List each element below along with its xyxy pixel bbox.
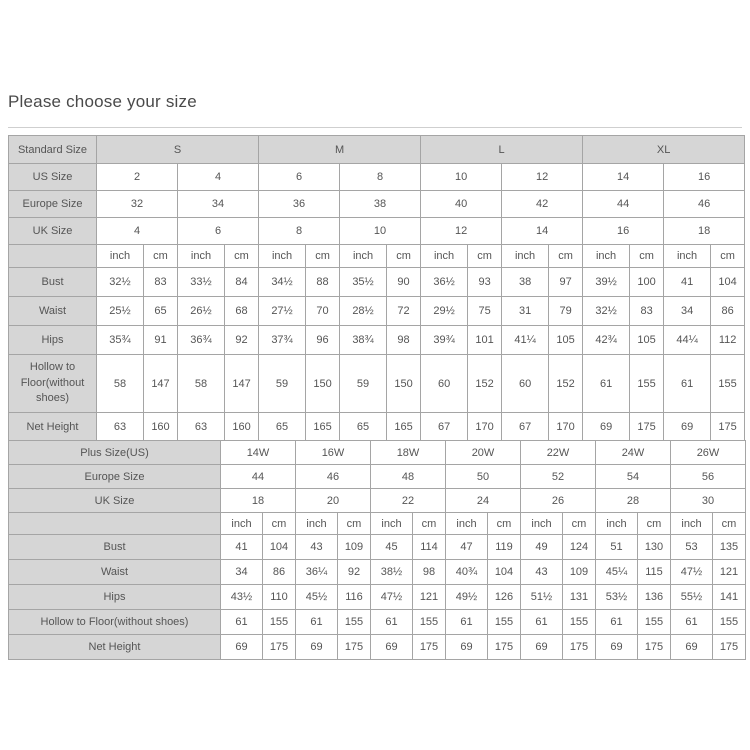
size-row xyxy=(9,191,745,218)
size-row xyxy=(9,218,745,245)
measure-value-cell: 152 xyxy=(468,355,502,413)
row-label-cell: US Size xyxy=(9,164,97,191)
size-group-header-row xyxy=(9,136,745,164)
row-label-cell: UK Size xyxy=(9,489,221,513)
unit-header-cell: cm xyxy=(263,513,296,535)
row-label-cell: Hips xyxy=(9,585,221,610)
size-value-cell: 46 xyxy=(664,191,745,218)
measure-value-cell: 49½ xyxy=(446,585,488,610)
measure-value-cell: 86 xyxy=(711,297,745,326)
unit-header-cell: inch xyxy=(259,245,306,268)
measure-value-cell: 155 xyxy=(563,610,596,635)
measure-value-cell: 152 xyxy=(549,355,583,413)
measure-value-cell: 155 xyxy=(630,355,664,413)
unit-header-cell: inch xyxy=(502,245,549,268)
row-label-cell: Waist xyxy=(9,297,97,326)
measure-value-cell: 59 xyxy=(259,355,306,413)
measure-value-cell: 36¼ xyxy=(296,560,338,585)
unit-header-cell: inch xyxy=(671,513,713,535)
unit-header-cell: inch xyxy=(583,245,630,268)
measure-value-cell: 45¼ xyxy=(596,560,638,585)
measure-value-cell: 175 xyxy=(263,635,296,660)
title-divider xyxy=(8,127,742,128)
measure-value-cell: 36¾ xyxy=(178,326,225,355)
measure-value-cell: 39¾ xyxy=(421,326,468,355)
size-value-cell: 18 xyxy=(221,489,296,513)
measure-value-cell: 121 xyxy=(713,560,746,585)
measure-value-cell: 61 xyxy=(664,355,711,413)
measure-value-cell: 165 xyxy=(387,413,421,442)
standard-size-table-body xyxy=(9,136,745,442)
measure-value-cell: 49 xyxy=(521,535,563,560)
measure-value-cell: 104 xyxy=(711,268,745,297)
row-label-cell: Hips xyxy=(9,326,97,355)
measure-value-cell: 34 xyxy=(221,560,263,585)
measure-value-cell: 72 xyxy=(387,297,421,326)
measure-value-cell: 92 xyxy=(225,326,259,355)
size-group-cell: XL xyxy=(583,136,745,164)
unit-header-cell: cm xyxy=(387,245,421,268)
measure-value-cell: 69 xyxy=(583,413,630,442)
size-value-cell: 54 xyxy=(596,465,671,489)
size-value-cell: 4 xyxy=(178,164,259,191)
measure-row xyxy=(9,413,745,442)
measure-value-cell: 40¾ xyxy=(446,560,488,585)
measure-row xyxy=(9,355,745,413)
row-label-cell: Plus Size(US) xyxy=(9,441,221,465)
measure-value-cell: 105 xyxy=(630,326,664,355)
measure-value-cell: 45 xyxy=(371,535,413,560)
unit-header-cell: inch xyxy=(296,513,338,535)
measure-value-cell: 60 xyxy=(502,355,549,413)
measure-row xyxy=(9,560,746,585)
size-value-cell: 10 xyxy=(421,164,502,191)
measure-value-cell: 75 xyxy=(468,297,502,326)
measure-value-cell: 126 xyxy=(488,585,521,610)
size-value-cell: 24W xyxy=(596,441,671,465)
measure-value-cell: 43½ xyxy=(221,585,263,610)
size-value-cell: 16 xyxy=(664,164,745,191)
measure-value-cell: 38 xyxy=(502,268,549,297)
unit-header-cell: inch xyxy=(221,513,263,535)
measure-value-cell: 150 xyxy=(306,355,340,413)
measure-value-cell: 150 xyxy=(387,355,421,413)
measure-value-cell: 175 xyxy=(630,413,664,442)
row-label-cell: Europe Size xyxy=(9,465,221,489)
measure-value-cell: 69 xyxy=(664,413,711,442)
measure-value-cell: 63 xyxy=(178,413,225,442)
measure-value-cell: 116 xyxy=(338,585,371,610)
unit-header-cell: cm xyxy=(711,245,745,268)
measure-row xyxy=(9,535,746,560)
measure-value-cell: 155 xyxy=(413,610,446,635)
measure-value-cell: 51½ xyxy=(521,585,563,610)
measure-value-cell: 31 xyxy=(502,297,549,326)
measure-row xyxy=(9,297,745,326)
unit-header-cell: inch xyxy=(178,245,225,268)
unit-header-cell: cm xyxy=(713,513,746,535)
corner-cell: Standard Size xyxy=(9,136,97,164)
measure-value-cell: 155 xyxy=(711,355,745,413)
measure-value-cell: 32½ xyxy=(583,297,630,326)
measure-value-cell: 51 xyxy=(596,535,638,560)
measure-value-cell: 69 xyxy=(521,635,563,660)
measure-value-cell: 155 xyxy=(638,610,671,635)
size-value-cell: 8 xyxy=(259,218,340,245)
measure-value-cell: 33½ xyxy=(178,268,225,297)
measure-value-cell: 86 xyxy=(263,560,296,585)
measure-value-cell: 96 xyxy=(306,326,340,355)
measure-value-cell: 119 xyxy=(488,535,521,560)
measure-value-cell: 58 xyxy=(97,355,144,413)
size-value-cell: 18W xyxy=(371,441,446,465)
size-value-cell: 44 xyxy=(583,191,664,218)
measure-value-cell: 59 xyxy=(340,355,387,413)
measure-value-cell: 69 xyxy=(446,635,488,660)
measure-value-cell: 104 xyxy=(488,560,521,585)
measure-value-cell: 60 xyxy=(421,355,468,413)
measure-value-cell: 147 xyxy=(144,355,178,413)
measure-value-cell: 61 xyxy=(521,610,563,635)
unit-header-cell: cm xyxy=(306,245,340,268)
row-label-cell: Hollow to Floor(without shoes) xyxy=(9,355,97,413)
size-group-cell: S xyxy=(97,136,259,164)
measure-value-cell: 175 xyxy=(338,635,371,660)
unit-header-cell: inch xyxy=(340,245,387,268)
size-value-cell: 46 xyxy=(296,465,371,489)
measure-value-cell: 45½ xyxy=(296,585,338,610)
measure-value-cell: 83 xyxy=(630,297,664,326)
measure-value-cell: 36½ xyxy=(421,268,468,297)
measure-value-cell: 160 xyxy=(225,413,259,442)
size-value-cell: 56 xyxy=(671,465,746,489)
size-value-cell: 32 xyxy=(97,191,178,218)
measure-value-cell: 155 xyxy=(713,610,746,635)
measure-value-cell: 25½ xyxy=(97,297,144,326)
size-value-cell: 34 xyxy=(178,191,259,218)
unit-header-row xyxy=(9,513,746,535)
measure-value-cell: 65 xyxy=(259,413,306,442)
measure-value-cell: 112 xyxy=(711,326,745,355)
size-group-cell: M xyxy=(259,136,421,164)
page-title: Please choose your size xyxy=(8,92,197,111)
unit-header-cell: inch xyxy=(371,513,413,535)
unit-corner-cell xyxy=(9,245,97,268)
measure-value-cell: 47½ xyxy=(371,585,413,610)
measure-value-cell: 28½ xyxy=(340,297,387,326)
size-value-cell: 12 xyxy=(502,164,583,191)
measure-value-cell: 27½ xyxy=(259,297,306,326)
measure-value-cell: 175 xyxy=(413,635,446,660)
measure-value-cell: 160 xyxy=(144,413,178,442)
size-value-cell: 6 xyxy=(259,164,340,191)
unit-header-cell: inch xyxy=(596,513,638,535)
measure-row xyxy=(9,268,745,297)
measure-value-cell: 130 xyxy=(638,535,671,560)
measure-value-cell: 47 xyxy=(446,535,488,560)
measure-value-cell: 170 xyxy=(468,413,502,442)
measure-value-cell: 79 xyxy=(549,297,583,326)
measure-row xyxy=(9,326,745,355)
measure-value-cell: 53½ xyxy=(596,585,638,610)
measure-value-cell: 155 xyxy=(488,610,521,635)
size-value-cell: 50 xyxy=(446,465,521,489)
measure-value-cell: 39½ xyxy=(583,268,630,297)
size-value-cell: 20W xyxy=(446,441,521,465)
standard-size-table xyxy=(8,135,745,442)
unit-header-cell: cm xyxy=(468,245,502,268)
row-label-cell: Bust xyxy=(9,535,221,560)
measure-value-cell: 69 xyxy=(221,635,263,660)
size-value-cell: 14 xyxy=(502,218,583,245)
size-value-cell: 28 xyxy=(596,489,671,513)
row-label-cell: Waist xyxy=(9,560,221,585)
measure-value-cell: 101 xyxy=(468,326,502,355)
measure-value-cell: 124 xyxy=(563,535,596,560)
size-row xyxy=(9,441,746,465)
measure-value-cell: 32½ xyxy=(97,268,144,297)
plus-size-table xyxy=(8,440,746,660)
measure-value-cell: 55½ xyxy=(671,585,713,610)
measure-value-cell: 61 xyxy=(596,610,638,635)
measure-value-cell: 41¼ xyxy=(502,326,549,355)
size-value-cell: 38 xyxy=(340,191,421,218)
measure-row xyxy=(9,585,746,610)
size-value-cell: 20 xyxy=(296,489,371,513)
measure-value-cell: 53 xyxy=(671,535,713,560)
measure-value-cell: 35½ xyxy=(340,268,387,297)
size-value-cell: 40 xyxy=(421,191,502,218)
measure-value-cell: 104 xyxy=(263,535,296,560)
size-value-cell: 12 xyxy=(421,218,502,245)
measure-value-cell: 42¾ xyxy=(583,326,630,355)
measure-value-cell: 63 xyxy=(97,413,144,442)
measure-value-cell: 155 xyxy=(338,610,371,635)
size-value-cell: 14 xyxy=(583,164,664,191)
row-label-cell: Bust xyxy=(9,268,97,297)
measure-value-cell: 175 xyxy=(638,635,671,660)
size-value-cell: 30 xyxy=(671,489,746,513)
measure-value-cell: 175 xyxy=(711,413,745,442)
measure-value-cell: 141 xyxy=(713,585,746,610)
unit-header-cell: cm xyxy=(488,513,521,535)
size-value-cell: 26W xyxy=(671,441,746,465)
unit-header-cell: cm xyxy=(563,513,596,535)
measure-value-cell: 91 xyxy=(144,326,178,355)
measure-value-cell: 38½ xyxy=(371,560,413,585)
size-value-cell: 14W xyxy=(221,441,296,465)
size-value-cell: 2 xyxy=(97,164,178,191)
size-value-cell: 22 xyxy=(371,489,446,513)
unit-header-cell: cm xyxy=(413,513,446,535)
size-value-cell: 10 xyxy=(340,218,421,245)
measure-value-cell: 175 xyxy=(488,635,521,660)
unit-header-cell: inch xyxy=(664,245,711,268)
measure-value-cell: 88 xyxy=(306,268,340,297)
measure-value-cell: 110 xyxy=(263,585,296,610)
measure-value-cell: 100 xyxy=(630,268,664,297)
measure-value-cell: 67 xyxy=(421,413,468,442)
size-value-cell: 16 xyxy=(583,218,664,245)
measure-value-cell: 115 xyxy=(638,560,671,585)
size-value-cell: 24 xyxy=(446,489,521,513)
measure-value-cell: 92 xyxy=(338,560,371,585)
measure-value-cell: 83 xyxy=(144,268,178,297)
measure-value-cell: 34 xyxy=(664,297,711,326)
measure-value-cell: 47½ xyxy=(671,560,713,585)
measure-value-cell: 147 xyxy=(225,355,259,413)
row-label-cell: UK Size xyxy=(9,218,97,245)
size-value-cell: 4 xyxy=(97,218,178,245)
measure-value-cell: 84 xyxy=(225,268,259,297)
size-value-cell: 22W xyxy=(521,441,596,465)
measure-value-cell: 61 xyxy=(296,610,338,635)
size-group-cell: L xyxy=(421,136,583,164)
unit-header-cell: cm xyxy=(144,245,178,268)
measure-value-cell: 43 xyxy=(521,560,563,585)
unit-header-cell: inch xyxy=(521,513,563,535)
measure-value-cell: 97 xyxy=(549,268,583,297)
size-value-cell: 6 xyxy=(178,218,259,245)
size-value-cell: 52 xyxy=(521,465,596,489)
measure-value-cell: 61 xyxy=(221,610,263,635)
measure-value-cell: 34½ xyxy=(259,268,306,297)
unit-header-cell: inch xyxy=(446,513,488,535)
size-value-cell: 42 xyxy=(502,191,583,218)
measure-value-cell: 70 xyxy=(306,297,340,326)
measure-value-cell: 58 xyxy=(178,355,225,413)
measure-value-cell: 105 xyxy=(549,326,583,355)
plus-size-table-body xyxy=(9,441,746,660)
measure-value-cell: 136 xyxy=(638,585,671,610)
measure-value-cell: 44¼ xyxy=(664,326,711,355)
unit-header-cell: cm xyxy=(630,245,664,268)
measure-value-cell: 175 xyxy=(563,635,596,660)
measure-value-cell: 165 xyxy=(306,413,340,442)
measure-value-cell: 135 xyxy=(713,535,746,560)
unit-header-cell: cm xyxy=(338,513,371,535)
measure-value-cell: 69 xyxy=(596,635,638,660)
size-value-cell: 18 xyxy=(664,218,745,245)
measure-value-cell: 69 xyxy=(296,635,338,660)
row-label-cell: Hollow to Floor(without shoes) xyxy=(9,610,221,635)
measure-value-cell: 41 xyxy=(664,268,711,297)
measure-value-cell: 98 xyxy=(387,326,421,355)
measure-value-cell: 114 xyxy=(413,535,446,560)
measure-value-cell: 41 xyxy=(221,535,263,560)
measure-value-cell: 61 xyxy=(446,610,488,635)
measure-value-cell: 61 xyxy=(371,610,413,635)
measure-value-cell: 175 xyxy=(713,635,746,660)
measure-value-cell: 109 xyxy=(338,535,371,560)
unit-header-cell: cm xyxy=(549,245,583,268)
measure-value-cell: 35¾ xyxy=(97,326,144,355)
measure-value-cell: 61 xyxy=(671,610,713,635)
measure-value-cell: 170 xyxy=(549,413,583,442)
unit-header-cell: inch xyxy=(421,245,468,268)
measure-row xyxy=(9,610,746,635)
measure-value-cell: 93 xyxy=(468,268,502,297)
measure-value-cell: 121 xyxy=(413,585,446,610)
unit-header-cell: cm xyxy=(225,245,259,268)
measure-value-cell: 98 xyxy=(413,560,446,585)
measure-value-cell: 29½ xyxy=(421,297,468,326)
size-row xyxy=(9,489,746,513)
unit-header-cell: cm xyxy=(638,513,671,535)
measure-value-cell: 131 xyxy=(563,585,596,610)
measure-value-cell: 65 xyxy=(144,297,178,326)
size-value-cell: 36 xyxy=(259,191,340,218)
measure-value-cell: 69 xyxy=(671,635,713,660)
unit-corner-cell xyxy=(9,513,221,535)
measure-value-cell: 43 xyxy=(296,535,338,560)
size-value-cell: 48 xyxy=(371,465,446,489)
measure-value-cell: 26½ xyxy=(178,297,225,326)
unit-header-row xyxy=(9,245,745,268)
size-row xyxy=(9,465,746,489)
measure-value-cell: 90 xyxy=(387,268,421,297)
size-value-cell: 26 xyxy=(521,489,596,513)
row-label-cell: Net Height xyxy=(9,413,97,442)
unit-header-cell: inch xyxy=(97,245,144,268)
size-value-cell: 8 xyxy=(340,164,421,191)
size-value-cell: 16W xyxy=(296,441,371,465)
measure-value-cell: 38¾ xyxy=(340,326,387,355)
measure-row xyxy=(9,635,746,660)
measure-value-cell: 65 xyxy=(340,413,387,442)
measure-value-cell: 109 xyxy=(563,560,596,585)
measure-value-cell: 67 xyxy=(502,413,549,442)
row-label-cell: Europe Size xyxy=(9,191,97,218)
measure-value-cell: 61 xyxy=(583,355,630,413)
row-label-cell: Net Height xyxy=(9,635,221,660)
size-row xyxy=(9,164,745,191)
measure-value-cell: 68 xyxy=(225,297,259,326)
size-value-cell: 44 xyxy=(221,465,296,489)
measure-value-cell: 69 xyxy=(371,635,413,660)
measure-value-cell: 155 xyxy=(263,610,296,635)
measure-value-cell: 37¾ xyxy=(259,326,306,355)
